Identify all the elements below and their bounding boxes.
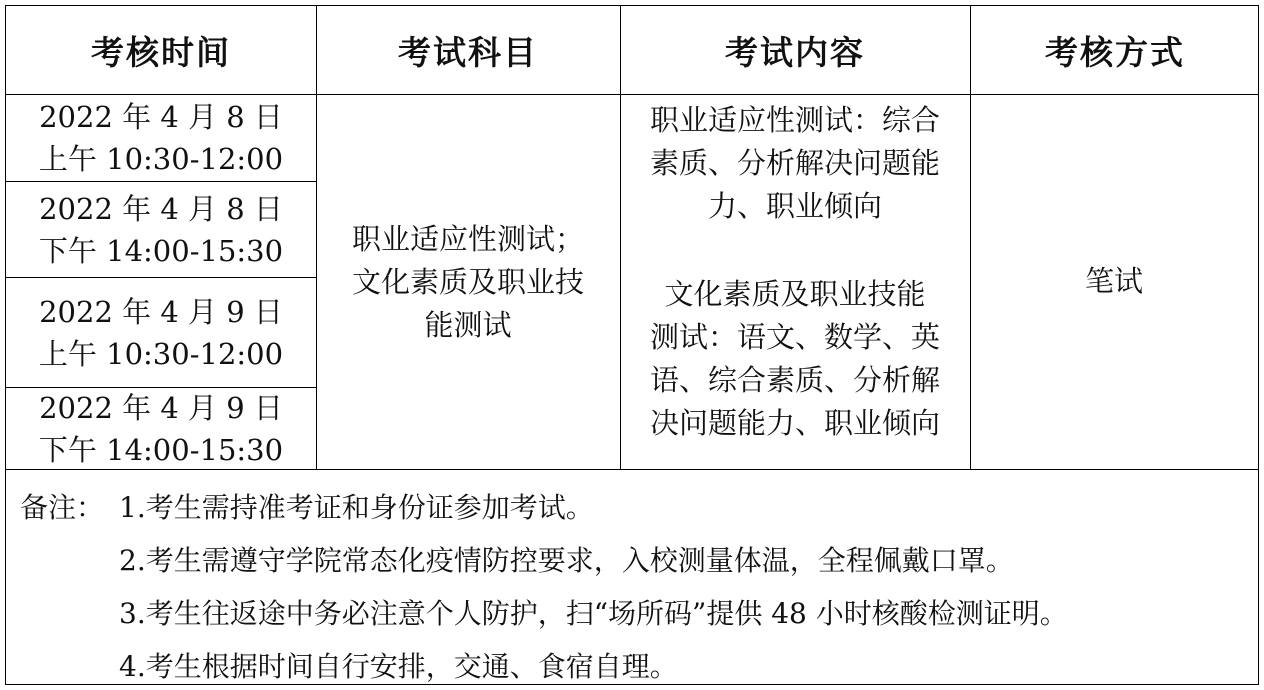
time-session: 上午 10:30-12:00 xyxy=(38,142,284,176)
header-exam-content: 考试内容 xyxy=(725,33,865,72)
method-cell: 笔试 xyxy=(1084,264,1143,298)
time-date: 2022 年 4 月 9 日 xyxy=(39,390,283,425)
note-item: 1.考生需持准考证和身份证参加考试。 xyxy=(119,491,594,524)
content-line: 素质、分析解决问题能 xyxy=(649,145,940,180)
note-item: 4.考生根据时间自行安排，交通、食宿自理。 xyxy=(119,650,678,683)
content-line: 文化素质及职业技能 xyxy=(664,277,926,311)
content-cell xyxy=(620,95,970,469)
notes-label: 备注： xyxy=(20,491,105,524)
time-session: 下午 14:00-15:30 xyxy=(38,432,284,467)
time-date: 2022 年 4 月 8 日 xyxy=(39,100,283,134)
content-line: 语、综合素质、分析解 xyxy=(649,363,940,397)
time-date: 2022 年 4 月 8 日 xyxy=(39,191,283,226)
note-item: 3.考生往返途中务必注意个人防护，扫“场所码”提供 48 小时核酸检测证明。 xyxy=(119,597,1068,630)
subject-cell xyxy=(316,95,620,469)
content-line: 力、职业倾向 xyxy=(707,188,882,223)
time-cell-3 xyxy=(6,278,316,387)
header-exam-method: 考核方式 xyxy=(1045,33,1185,72)
time-date: 2022 年 4 月 9 日 xyxy=(39,294,283,329)
note-item: 2.考生需遵守学院常态化疫情防控要求，入校测量体温，全程佩戴口罩。 xyxy=(119,544,1014,577)
subject-line: 能测试 xyxy=(424,307,512,342)
time-cell-2 xyxy=(6,182,316,277)
time-session: 下午 14:00-15:30 xyxy=(38,233,284,268)
content-block-aptitude xyxy=(620,97,970,229)
time-cell-4 xyxy=(6,388,316,469)
header-exam-time: 考核时间 xyxy=(91,33,231,72)
content-block-culture xyxy=(620,271,970,447)
content-line: 决问题能力、职业倾向 xyxy=(649,406,940,440)
exam-schedule-table xyxy=(5,5,1259,685)
content-line: 职业适应性测试：综合 xyxy=(649,102,940,137)
content-line: 测试：语文、数学、英 xyxy=(649,320,940,354)
time-cell-1 xyxy=(6,95,316,181)
header-exam-subject: 考试科目 xyxy=(398,33,538,72)
time-session: 上午 10:30-12:00 xyxy=(38,336,284,371)
subject-line: 职业适应性测试； xyxy=(351,221,584,256)
subject-line: 文化素质及职业技 xyxy=(351,264,584,299)
